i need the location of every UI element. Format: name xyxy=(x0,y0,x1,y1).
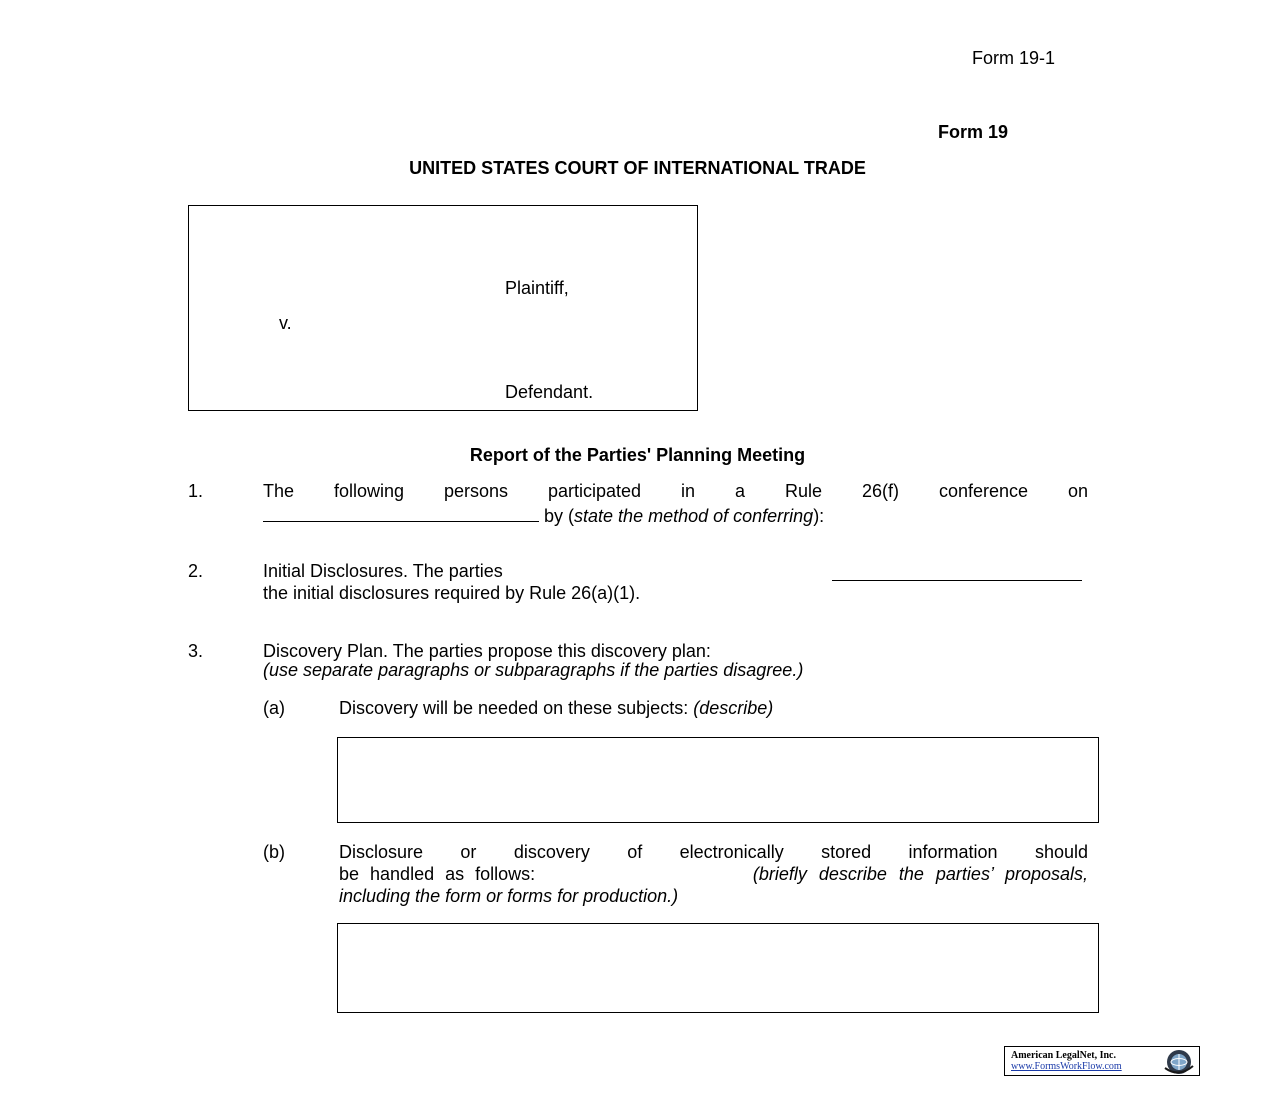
versus-label: v. xyxy=(279,313,292,333)
conference-date-blank[interactable] xyxy=(263,503,539,522)
item-3-line1: Discovery Plan. The parties propose this discovery plan: xyxy=(263,641,711,661)
report-title: Report of the Parties' Planning Meeting xyxy=(469,445,806,465)
item-3-line2-italic: (use separate paragraphs or subparagraphs if the parties disagree.) xyxy=(263,660,804,680)
item-2-line2: the initial disclosures required by Rule 26(a)(1). xyxy=(263,583,641,603)
item-3b-line2 xyxy=(339,864,1088,885)
logo-company-name: American LegalNet, Inc. xyxy=(1011,1050,1116,1061)
initial-disclosures-blank[interactable] xyxy=(832,561,1082,581)
item-3a-text xyxy=(339,698,773,719)
logo-url-link[interactable]: www.FormsWorkFlow.com xyxy=(1011,1061,1122,1072)
item-1-number: 1. xyxy=(188,481,204,501)
esi-proposals-field[interactable] xyxy=(337,923,1099,1013)
item-1-method-italic: state the method of conferring xyxy=(574,506,814,526)
item-3a-italic: (describe) xyxy=(693,698,774,718)
defendant-label: Defendant. xyxy=(505,382,594,402)
page-number-label: Form 19-1 xyxy=(972,48,1056,68)
item-3b-line1: Disclosure or discovery of electronically stored information should xyxy=(339,842,1088,862)
american-legalnet-logo[interactable] xyxy=(1004,1046,1200,1076)
item-1-line2 xyxy=(263,503,824,527)
item-3b-line3-italic: including the form or forms for production.) xyxy=(339,886,679,906)
item-1-by-text: by ( xyxy=(544,506,575,526)
form-label: Form 19 xyxy=(938,122,1009,142)
item-2-line1: Initial Disclosures. The parties xyxy=(263,561,503,581)
item-3b-label: (b) xyxy=(263,842,285,862)
case-caption-box[interactable] xyxy=(188,205,698,411)
item-3b-line2-plain: be handled as follows: xyxy=(339,864,536,884)
item-3a-label: (a) xyxy=(263,698,285,718)
item-1-end: ): xyxy=(813,506,825,526)
item-3-number: 3. xyxy=(188,641,204,661)
item-3b-line2-italic: (briefly describe the parties’ proposals, xyxy=(752,864,1088,884)
item-3a-plain: Discovery will be needed on these subjects: xyxy=(339,698,694,718)
item-2-number: 2. xyxy=(188,561,204,581)
court-title: UNITED STATES COURT OF INTERNATIONAL TRADE xyxy=(409,158,866,178)
globe-icon xyxy=(1161,1048,1197,1076)
discovery-subjects-field[interactable] xyxy=(337,737,1099,823)
item-1-line1: The following persons participated in a Rule 26(f) conference on xyxy=(263,481,1088,501)
plaintiff-label: Plaintiff, xyxy=(505,278,569,298)
